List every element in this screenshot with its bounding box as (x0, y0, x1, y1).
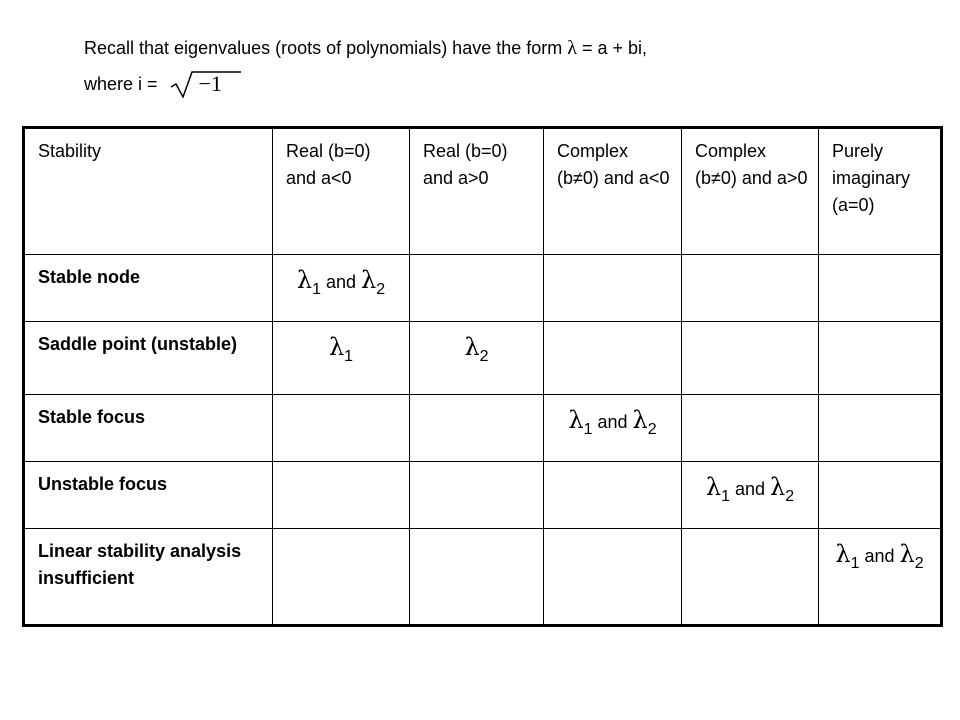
table-cell (410, 255, 544, 322)
table-cell (682, 255, 819, 322)
intro-line-1-end: = a + bi, (576, 38, 648, 58)
row-label: Saddle point (unstable) (24, 322, 273, 395)
table-cell (410, 529, 544, 626)
table-cell: $\lambda_1$ (273, 322, 410, 395)
header-purely-imaginary: Purely imaginary (a=0) (819, 128, 942, 255)
intro-line-2-text: where i = (84, 74, 163, 94)
table-cell (819, 462, 942, 529)
table-cell: $\lambda_1$ and $\lambda_2$ (682, 462, 819, 529)
table-cell (544, 255, 682, 322)
stability-table (22, 126, 943, 627)
table-row (24, 529, 942, 626)
table-row (24, 322, 942, 395)
header-complex-a-pos: Complex (b≠0) and a>0 (682, 128, 819, 255)
table-cell (682, 395, 819, 462)
row-label: Unstable focus (24, 462, 273, 529)
table-cell (819, 395, 942, 462)
table-row (24, 255, 942, 322)
table-cell: $\lambda_1$ and $\lambda_2$ (819, 529, 942, 626)
table-cell: $\lambda_1$ and $\lambda_2$ (544, 395, 682, 462)
table-cell (273, 529, 410, 626)
row-label: Stable node (24, 255, 273, 322)
table-cell (819, 322, 942, 395)
header-real-a-pos: Real (b=0) and a>0 (410, 128, 544, 255)
table-cell (410, 395, 544, 462)
table-cell (410, 462, 544, 529)
intro-line-1-text: Recall that eigenvalues (roots of polynomials) have the form (84, 38, 568, 58)
intro-line-2 (84, 62, 647, 98)
radicand: −1 (198, 71, 222, 96)
row-label: Stable focus (24, 395, 273, 462)
table-cell (273, 395, 410, 462)
row-label: Linear stability analysis insufficient (24, 529, 273, 626)
square-root-formula (169, 70, 243, 98)
intro-text (84, 34, 647, 98)
table-cell (682, 529, 819, 626)
table-cell (819, 255, 942, 322)
table-cell: $\lambda_2$ (410, 322, 544, 395)
table-cell (544, 462, 682, 529)
table-row (24, 462, 942, 529)
table-cell (544, 322, 682, 395)
table-cell (682, 322, 819, 395)
table-cell: $\lambda_1$ and $\lambda_2$ (273, 255, 410, 322)
header-complex-a-neg: Complex (b≠0) and a<0 (544, 128, 682, 255)
header-stability: Stability (24, 128, 273, 255)
table-cell (544, 529, 682, 626)
header-real-a-neg: Real (b=0) and a<0 (273, 128, 410, 255)
lambda-symbol: λ (567, 37, 577, 59)
table-row (24, 395, 942, 462)
intro-line-1 (84, 34, 647, 62)
table-cell (273, 462, 410, 529)
header-row (24, 128, 942, 255)
